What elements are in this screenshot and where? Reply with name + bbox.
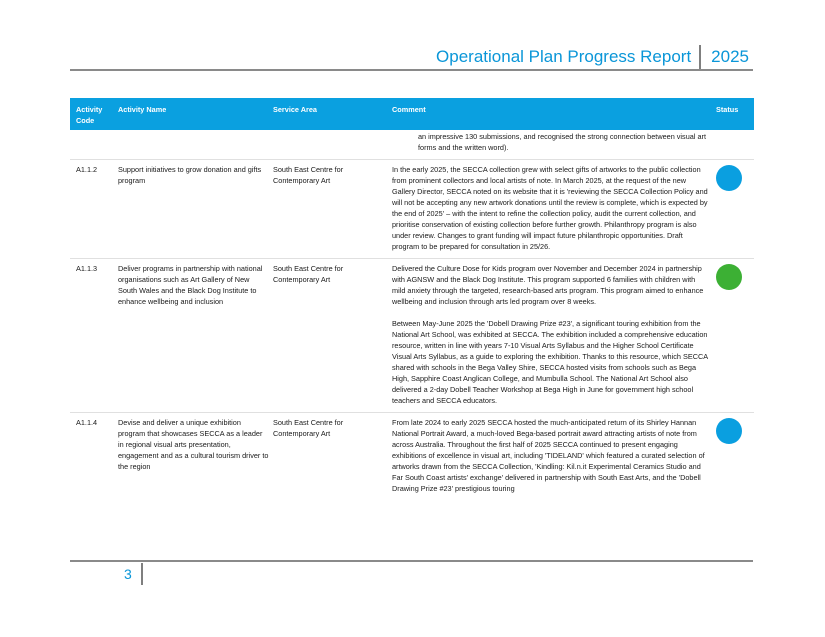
table-row xyxy=(70,159,754,252)
service-area: South East Centre for Contemporary Art xyxy=(273,418,344,438)
activity-name: Devise and deliver a unique exhibition program that showcases SECCA as a leader in regional visual arts presentation, engagement and as a cultural tourism driver to the region xyxy=(118,418,269,471)
report-title xyxy=(436,45,749,69)
page-number-separator xyxy=(141,563,143,585)
status-cell xyxy=(710,417,754,494)
header-activity-code: Activity Code xyxy=(76,105,103,125)
status-indicator-icon xyxy=(716,264,742,290)
continuation-row xyxy=(70,130,754,153)
status-indicator-icon xyxy=(716,165,742,191)
activity-code: A1.1.4 xyxy=(76,418,98,427)
header-comment: Comment xyxy=(392,105,426,114)
comment-paragraph: From late 2024 to early 2025 SECCA hosted the much-anticipated return of its Shirley Hannan National Portrait Award, a much-loved Bega-based portrait award attracting artists of note from across Australia. Throughout the first half of 2025 SECCA continued to present engaging exhibitions of excellence in visual art, including 'TIDELAND' which featured a curated selection of artworks drawn from the SECCA Collection, 'Kindling: Kil.n.it Experimental Ceramics Studio and Far South Coast artists' exchange' delivered in partnership with South East Arts, and the 'Dobell Drawing Prize #23' prestigious touring xyxy=(392,418,705,493)
table-header xyxy=(70,98,754,130)
comment-paragraph: Delivered the Culture Dose for Kids program over November and December 2024 in partnership with AGNSW and the Black Dog Institute. This program supported 6 families with children with mild anxiety through the targeted, research-based arts program. This program aimed to enhance wellbeing and inclusion through arts led program over 8 weeks. xyxy=(392,264,704,306)
activity-name: Support initiatives to grow donation and gifts program xyxy=(118,165,262,185)
comment xyxy=(388,164,710,252)
header-rule xyxy=(70,69,753,71)
header-status: Status xyxy=(716,105,739,114)
service-area: South East Centre for Contemporary Art xyxy=(273,165,344,185)
report-year: 2025 xyxy=(711,47,749,66)
activity-name: Deliver programs in partnership with national organisations such as Art Gallery of New South Wales and the Black Dog Institute to enhance wellbeing and inclusion xyxy=(118,264,263,306)
comment-paragraph: In the early 2025, the SECCA collection grew with select gifts of artworks to the public collection from prominent collectors and local artists of note. In March 2025, at the request of the new Gallery Director, SECCA noted on its website that it is 'reviewing the SECCA Collection Policy and will not be accepting any new artwork donations until the review is complete, which is expected by the end of 2025' – with the intent to refine the collection policy, audit the current collection, and prioritise conservation of existing collection before further growth. Philanthropy program is also under review. Changes to grant funding will impact future philanthropic opportunities. Draft program to be prepared for consultation in 25/26. xyxy=(392,165,708,251)
table-row xyxy=(70,412,754,494)
service-area: South East Centre for Contemporary Art xyxy=(273,264,344,284)
header-service-area: Service Area xyxy=(273,105,317,114)
title-separator xyxy=(699,45,701,69)
status-indicator-icon xyxy=(716,418,742,444)
page-number: 3 xyxy=(124,566,132,582)
header-activity-name: Activity Name xyxy=(118,105,167,114)
activity-code: A1.1.2 xyxy=(76,165,98,174)
activity-code: A1.1.3 xyxy=(76,264,98,273)
comment xyxy=(388,263,710,406)
report-title-text: Operational Plan Progress Report xyxy=(436,47,692,66)
status-cell xyxy=(710,164,754,252)
table-row xyxy=(70,258,754,406)
comment xyxy=(388,417,710,494)
comment-paragraph: Between May-June 2025 the 'Dobell Drawing Prize #23', a significant touring exhibition from the National Art School, was exhibited at SECCA. The exhibition included a comprehensive education resource, written in line with years 7-10 Visual Arts Syllabus and the Higher School Certificate Visual Arts Syllabus, as a guide to exploring the exhibition. Thanks to this resource, which SECCA shared with schools in the Bega Valley Shire, SECCA hosted visits from schools such as Bega High, Sapphire Coast Anglican College, and Mumbulla School. The National Art School also delivered a 2-day Dobell Teacher Workshop at Bega High in June for government high school teachers and SECCA educators. xyxy=(392,319,708,405)
continuation-comment: an impressive 130 submissions, and recognised the strong connection between visual art forms and the written word). xyxy=(418,132,706,152)
table-body xyxy=(70,159,754,494)
footer-rule xyxy=(70,560,753,562)
progress-table xyxy=(70,98,754,494)
status-cell xyxy=(710,263,754,406)
